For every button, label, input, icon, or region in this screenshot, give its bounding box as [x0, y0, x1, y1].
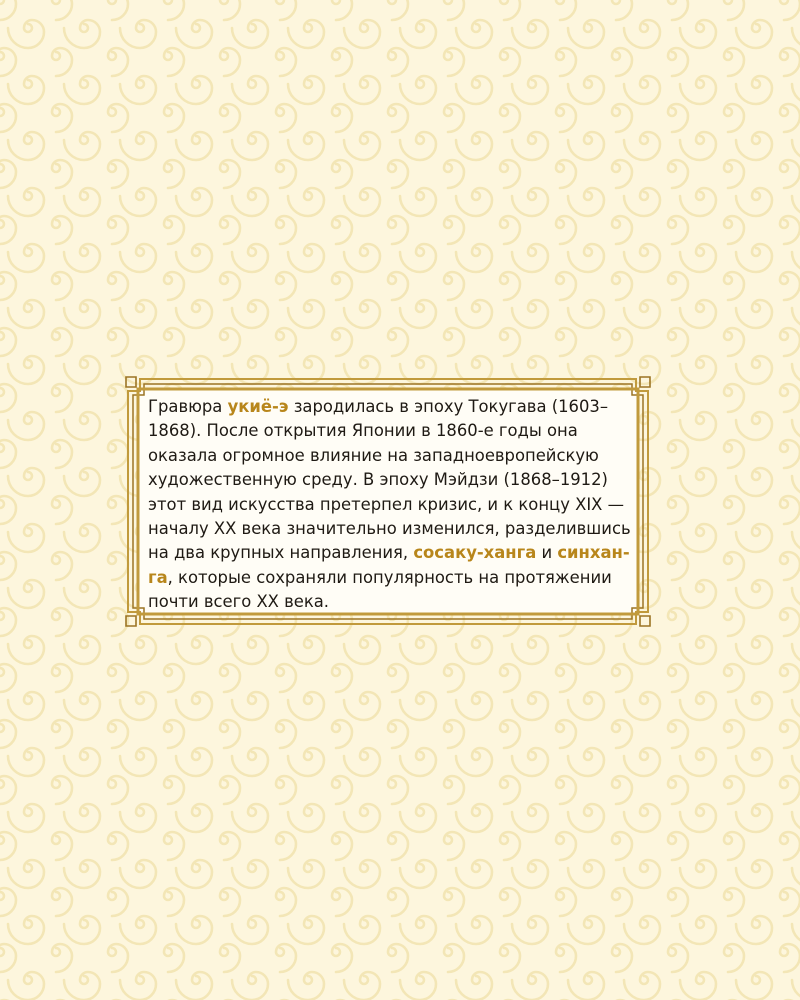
body-text	[148, 395, 634, 615]
text-line	[148, 590, 634, 614]
text-segment: этот вид искусства претерпел кризис, и к концу XIX —	[148, 494, 624, 514]
text-segment: зародилась в эпоху Токугава (1603–	[288, 397, 609, 416]
text-line	[148, 517, 634, 541]
text-segment: Гравюра	[148, 397, 228, 416]
info-text-box	[124, 375, 652, 628]
highlighted-term: синхан-	[557, 543, 630, 563]
text-line	[148, 541, 634, 565]
text-line	[148, 493, 634, 517]
text-segment: , которые сохраняли популярность на протяжении	[167, 567, 612, 587]
text-segment: на два крупных направления,	[148, 543, 414, 563]
highlighted-term: сосаку-ханга	[413, 543, 537, 563]
text-line	[148, 419, 634, 443]
highlighted-term: га	[148, 567, 168, 587]
text-segment: и	[536, 543, 558, 563]
text-segment: художественную среду. В эпоху Мэйдзи (1868–1912)	[148, 470, 608, 490]
text-segment: 1868). После открытия Японии в 1860-е годы она	[148, 421, 578, 441]
text-line	[148, 444, 634, 468]
text-segment: оказала огромное влияние на западноевропейскую	[148, 445, 599, 465]
text-line	[148, 468, 634, 492]
text-line	[148, 566, 634, 590]
highlighted-term: укиё-э	[227, 397, 289, 416]
text-segment: почти всего XX века.	[148, 592, 330, 612]
text-line	[148, 395, 634, 419]
text-segment: началу XX века значительно изменился, разделившись	[148, 519, 631, 539]
